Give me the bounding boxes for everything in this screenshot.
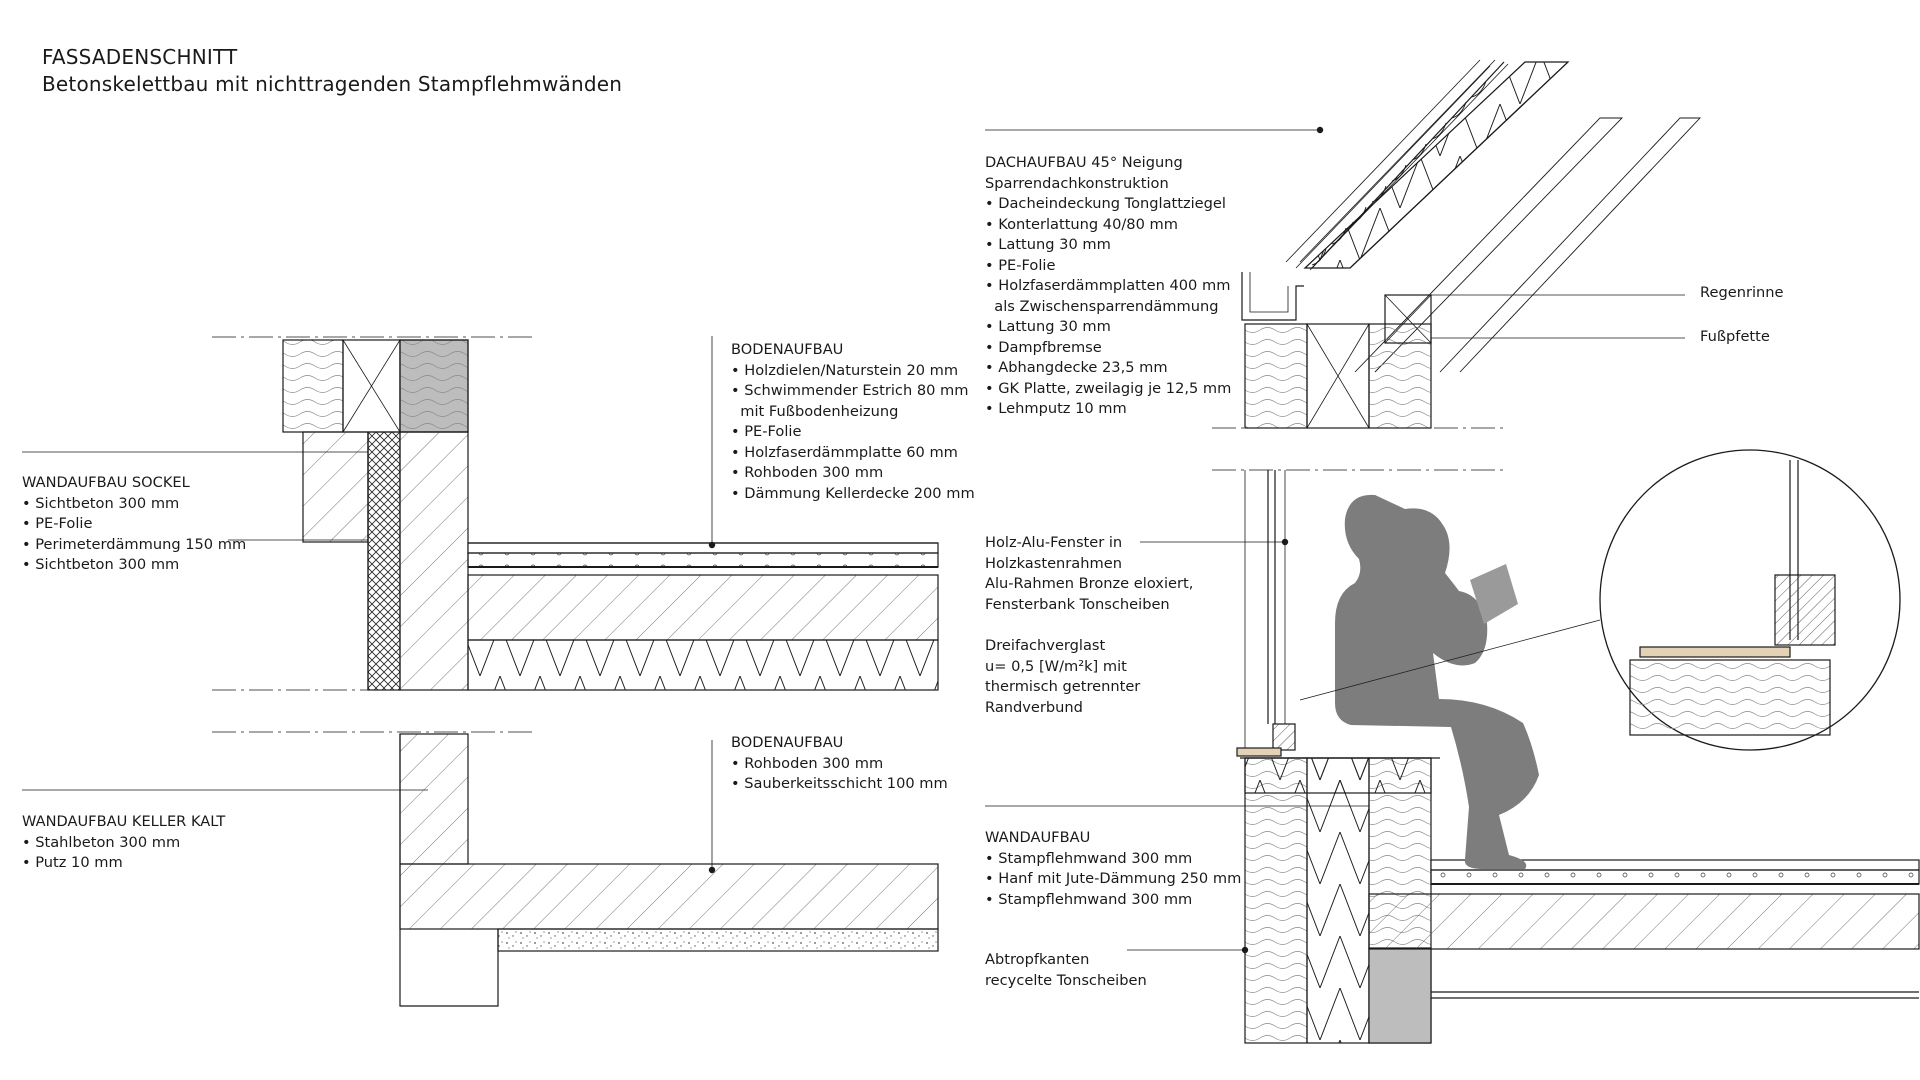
note-line: recycelte Tonscheiben: [985, 971, 1147, 989]
note-line: • Sichtbeton 300 mm: [22, 494, 180, 512]
note-line: Sparrendachkonstruktion: [985, 174, 1169, 192]
note-heading: Holz-Alu-Fenster in: [985, 534, 1123, 551]
title-line-1: FASSADENSCHNITT: [42, 45, 238, 69]
note-line: • GK Platte, zweilagig je 12,5 mm: [985, 379, 1232, 397]
note-bodenaufbau-oben: [731, 340, 975, 504]
note-wandaufbau-sockel: [22, 473, 246, 576]
note-line: • Hanf mit Jute-Dämmung 250 mm: [985, 870, 1242, 887]
note-wandaufbau: [985, 828, 1241, 910]
note-heading: WANDAUFBAU SOCKEL: [22, 474, 190, 491]
note-line: • Sauberkeitsschicht 100 mm: [731, 775, 948, 792]
note-line: als Zwischensparrendämmung: [985, 297, 1219, 315]
note-bodenaufbau-unten: [731, 733, 948, 795]
note-heading: Dreifachverglast: [985, 637, 1106, 654]
note-line: • Sichtbeton 300 mm: [22, 556, 180, 573]
note-line: • Dacheindeckung Tonglattziegel: [985, 195, 1226, 212]
note-line: Holzkastenrahmen: [985, 554, 1122, 572]
note-abtropfkanten: [985, 950, 1147, 991]
note-verglasung: [985, 636, 1140, 718]
note-line: • PE-Folie: [22, 515, 93, 532]
note-heading: DACHAUFBAU 45° Neigung: [985, 154, 1183, 171]
note-line: u= 0,5 [W/m²k] mit: [985, 657, 1127, 675]
note-line: • Schwimmender Estrich 80 mm: [731, 382, 969, 399]
title-line-2: Betonskelettbau mit nichttragenden Stampflehmwänden: [42, 72, 623, 96]
note-line: • Lattung 30 mm: [985, 318, 1111, 335]
note-line: mit Fußbodenheizung: [731, 402, 899, 420]
label-fusspfette: Fußpfette: [1700, 328, 1770, 345]
note-line: • Stahlbeton 300 mm: [22, 833, 181, 851]
note-line: Alu-Rahmen Bronze eloxiert,: [985, 575, 1194, 592]
note-line: • Perimeterdämmung 150 mm: [22, 535, 247, 553]
note-line: • Stampflehmwand 300 mm: [985, 890, 1193, 908]
note-line: • Stampflehmwand 300 mm: [985, 849, 1193, 867]
note-line: • Holzfaserdämmplatten 400 mm: [985, 277, 1231, 294]
note-line: • PE-Folie: [985, 256, 1056, 274]
note-line: • Rohboden 300 mm: [731, 754, 884, 772]
note-line: • PE-Folie: [731, 423, 802, 440]
note-heading: WANDAUFBAU: [985, 829, 1091, 846]
note-line: Fensterbank Tonscheiben: [985, 595, 1170, 613]
note-heading: Abtropfkanten: [985, 951, 1090, 968]
note-line: • Holzfaserdämmplatte 60 mm: [731, 443, 958, 461]
note-dachaufbau: [985, 153, 1231, 420]
note-line: • Rohboden 300 mm: [731, 464, 884, 481]
drawing-title: [42, 44, 622, 98]
note-line: Randverbund: [985, 698, 1083, 716]
note-heading: WANDAUFBAU KELLER KALT: [22, 813, 226, 830]
note-wandaufbau-keller: [22, 812, 225, 874]
label-regenrinne: Regenrinne: [1700, 284, 1784, 301]
note-fenster: [985, 533, 1193, 615]
note-line: • Dämmung Kellerdecke 200 mm: [731, 484, 975, 502]
note-heading: BODENAUFBAU: [731, 734, 844, 751]
note-heading: BODENAUFBAU: [731, 341, 844, 358]
note-line: • Holzdielen/Naturstein 20 mm: [731, 361, 959, 379]
note-line: thermisch getrennter: [985, 678, 1141, 695]
note-line: • Konterlattung 40/80 mm: [985, 215, 1178, 233]
note-line: • Lehmputz 10 mm: [985, 400, 1127, 417]
note-line: • Abhangdecke 23,5 mm: [985, 359, 1168, 376]
note-line: • Putz 10 mm: [22, 854, 123, 871]
note-line: • Dampfbremse: [985, 338, 1102, 356]
note-line: • Lattung 30 mm: [985, 236, 1111, 253]
